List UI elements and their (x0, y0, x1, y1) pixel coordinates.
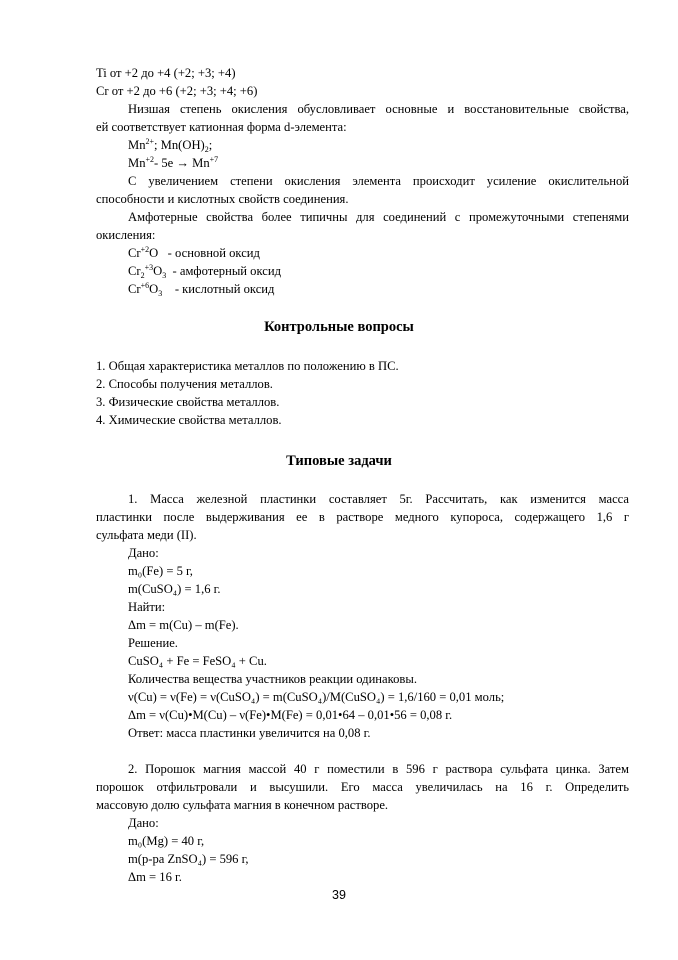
task1-find-1: Δm = m(Cu) – m(Fe). (128, 618, 239, 632)
question-1: 1. Общая характеристика металлов по положению в ПС. (96, 359, 399, 373)
question-2: 2. Способы получения металлов. (96, 377, 273, 391)
task1-find-label: Найти: (128, 600, 166, 614)
task1-given-2: m(CuSO₄) = 1,6 г. (128, 582, 221, 596)
question-4: 4. Химические свойства металлов. (96, 413, 282, 427)
mn-formula-line: $Mn^{2+}$; $Mn(OH)_2$; (128, 137, 213, 154)
high-oxidation-paragraph-line-1: С увеличением степени окисления элемента происходит усиление окислительной (128, 174, 629, 188)
mn-reaction-line: $Mn^{+2}-$ $5e \to Mn^{+7}$ (128, 155, 219, 170)
high-oxidation-paragraph-line-2: способности и кислотных свойств соединения. (96, 192, 349, 206)
task1-given-label: Дано: (128, 546, 159, 560)
task1-given-1: m₀(Fe) = 5 г, (128, 564, 193, 578)
low-oxidation-paragraph-line-1: Низшая степень окисления обусловливает основные и восстановительные свойства, (128, 102, 629, 116)
task1-calc-1: ν(Cu) = ν(Fe) = ν(CuSO₄) = m(CuSO₄)/M(CuSO₄) = 1,6/160 = 0,01 моль; (128, 690, 505, 704)
page-number: 39 (332, 888, 346, 902)
task1-equation: CuSO₄ + Fe = FeSO₄ + Cu. (128, 654, 267, 668)
typical-tasks-heading: Типовые задачи (286, 453, 392, 469)
amphoteric-paragraph-line-2: окисления: (96, 228, 156, 242)
amphoteric-paragraph-line-1: Амфотерные свойства более типичны для соединений с промежуточными степенями (128, 210, 629, 224)
task1-calc-2: Δm = ν(Cu)•M(Cu) – ν(Fe)•M(Fe) = 0,01•64 – 0,01•56 = 0,08 г. (128, 708, 453, 722)
task2-given-1: m₀(Mg) = 40 г, (128, 834, 205, 848)
question-3: 3. Физические свойства металлов. (96, 395, 280, 409)
task1-text-line-2: пластинки после выдерживания ее в растворе медного купороса, содержащего 1,6 г (96, 510, 629, 524)
task1-answer: Ответ: масса пластинки увеличится на 0,08 г. (128, 726, 371, 740)
oxide-basic-line: $Cr^{+2}O$ - основной оксид (128, 245, 260, 260)
task1-text-line-3: сульфата меди (II). (96, 528, 197, 542)
task2-given-3: Δm = 16 г. (128, 870, 182, 884)
task2-text-line-1: 2. Порошок магния массой 40 г поместили в 596 г раствора сульфата цинка. Затем (128, 762, 629, 776)
oxide-acidic-line: $Cr^{+6}O_3$ - кислотный оксид (128, 281, 275, 298)
task1-text-line-1: 1. Масса железной пластинки составляет 5г. Рассчитать, как изменится масса (128, 492, 629, 506)
control-questions-heading: Контрольные вопросы (264, 319, 414, 335)
task2-text-line-3: массовую долю сульфата магния в конечном растворе. (96, 798, 389, 812)
task1-solution-label: Решение. (128, 636, 178, 650)
cr-oxidation-line: Cr от +2 до +6 (+2; +3; +4; +6) (96, 84, 258, 98)
low-oxidation-paragraph-line-2: ей соответствует катионная форма d-элемента: (96, 120, 347, 134)
ti-oxidation-line: Ti от +2 до +4 (+2; +3; +4) (96, 66, 236, 80)
oxide-amphoteric-line: $Cr_2^{+3}O_3$ - амфотерный оксид (128, 263, 282, 280)
task2-given-label: Дано: (128, 816, 159, 830)
task2-given-2: m(р-ра ZnSO₄) = 596 г, (128, 852, 249, 866)
task2-text-line-2: порошок отфильтровали и высушили. Его масса увеличилась на 16 г. Определить (96, 780, 629, 794)
task1-amount-note: Количества вещества участников реакции одинаковы. (128, 672, 417, 686)
